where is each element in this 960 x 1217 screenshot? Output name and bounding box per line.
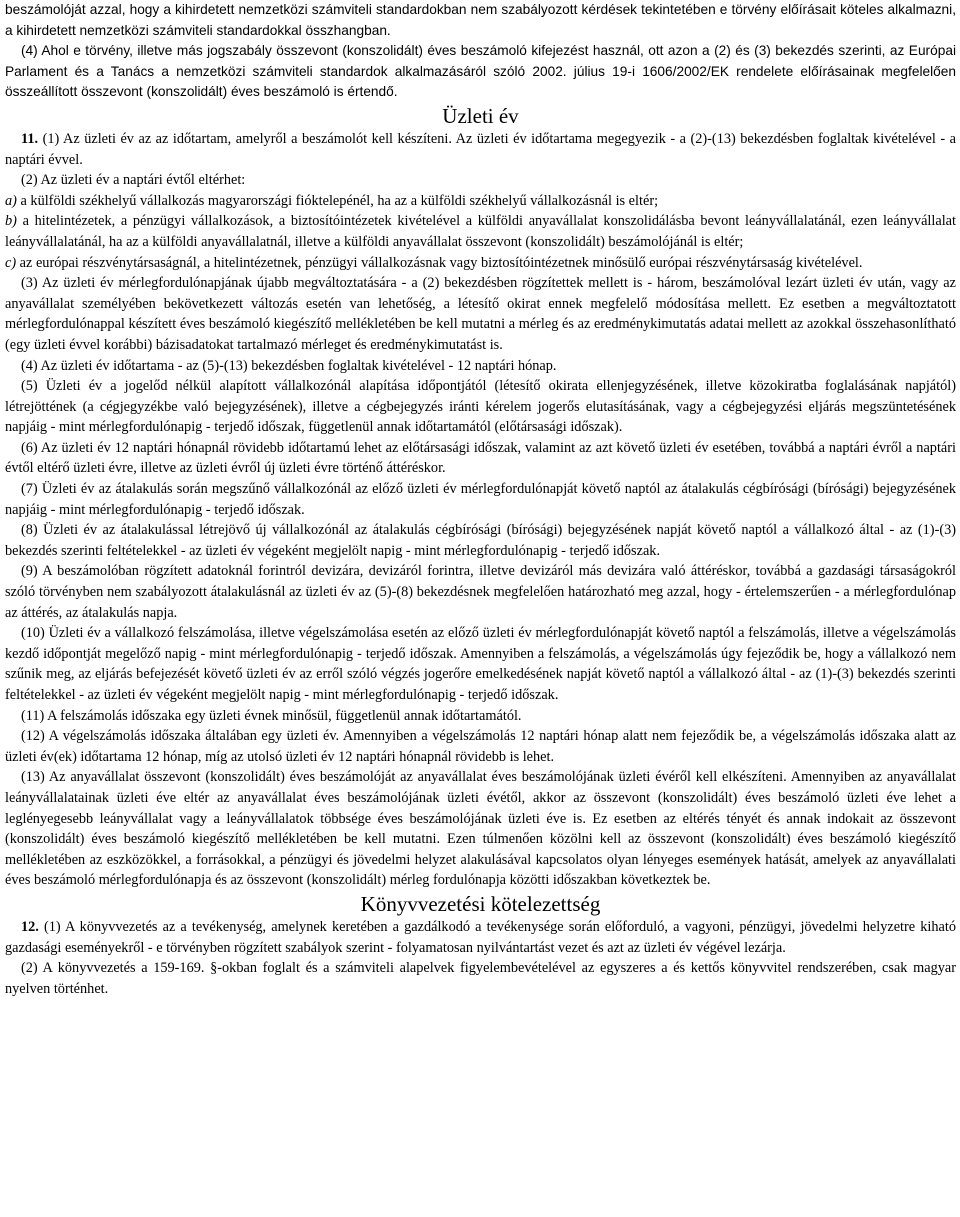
paragraph-text: (1) Az üzleti év az az időtartam, amelyről a beszámolót kell készíteni. Az üzleti év időtartama megegyezik - a (2)-(13) bekezdésben foglaltak kivételével - a naptári évvel. bbox=[5, 130, 956, 168]
section-11-paragraph-4: (4) Az üzleti év időtartama - az (5)-(13) bekezdésben foglaltak kivételével - 12 naptári hónap. bbox=[21, 357, 557, 374]
list-text: az európai részvénytársaságnál, a hitelintézetnek, pénzügyi vállalkozásnak vagy biztosítóintézetnek minősülő európai részvénytársaság kivételével. bbox=[16, 254, 863, 271]
section-11-paragraph-8: (8) Üzleti év az átalakulással létrejövő új vállalkozónál az átalakulás cégbírósági (bírósági) bejegyzésének napját követő naptól a vállalkozó által - az (1)-(3) bekezdés szerinti feltételekkel - az üzleti év végeként megjelölt napig - mint mérlegfordulónapig - terjedő időszak. bbox=[5, 522, 956, 559]
section-12-paragraph-2: (2) A könyvvezetés a 159-169. §-okban foglalt és a számviteli alapelvek figyelembevételével az egyszeres a és kettős könyvvitel rendszerében, csak magyar nyelven történhet. bbox=[5, 960, 956, 997]
section-11-paragraph-5: (5) Üzleti év a jogelőd nélkül alapított vállalkozónál alapítása időpontjától (létesítő okirata ellenjegyzésének, illetve közokiratba foglalásának napjától) létrejöttének (a cégjegyzékbe való bejegyzésének), illetve a cégbejegyzés iránti kérelem jogerős elutasításának, vagy a cégbejegyzési eljárás megszüntetésének napjáig - mint mérlegfordulónapig - terjedő időszak, függetlenül annak időtartamától (előtársasági időszak). bbox=[5, 378, 956, 436]
intro-paragraph: beszámolóját azzal, hogy a kihirdetett nemzetközi számviteli standardokban nem szabályozott kérdések tekintetében e törvény előírásait köteles alkalmazni, a kihirdetett nemzetközi számviteli standardokkal összhangban. bbox=[5, 2, 956, 38]
section-11-paragraph-1 bbox=[5, 129, 956, 170]
section-11-paragraph-9: (9) A beszámolóban rögzített adatoknál forintról devizára, devizáról forintra, illetve devizáról más devizára való áttéréskor, továbbá a gazdasági társaságokról szóló törvényben nem szabályozott átalakulásnál az üzleti év az (5)-(8) bekezdésnek megfelelően határozható meg azzal, hogy - értelemszerűen - a mérlegfordulónap az áttérés, az átalakulás napja. bbox=[5, 563, 956, 621]
list-item-c bbox=[5, 253, 956, 274]
section-11-paragraph-10: (10) Üzleti év a vállalkozó felszámolása, illetve végelszámolása esetén az előző üzleti év mérlegfordulónapját követő naptól a felszámolás, illetve a végelszámolás kezdő időpontját megelőző napig - mint mérlegfordulónapig - terjedő időszak. Amennyiben a felszámolás, a végelszámolás úgy fejeződik be, hogy a vállalkozó nem szűnik meg, az eljárás befejezését követő üzleti év az erről szóló végzés jogerőre emelkedésének napját követő naptól a vállalkozó által - az (1)-(3) bekezdés szerinti feltételekkel - az üzleti év végeként megjelölt napig - mint mérlegfordulónapig - terjedő időszak. bbox=[5, 625, 956, 703]
section-11-paragraph-3: (3) Az üzleti év mérlegfordulónapjának újabb megváltoztatására - a (2) bekezdésben rögzítettek mellett is - három, beszámolóval lezárt üzleti év után, vagy az anyavállalat személyében bekövetkezett változás esetén van lehetőség, a létesítő okirat ennek megfelelő módosítása mellett. Ez esetben a megváltoztatott mérlegfordulónappal készített éves beszámoló kiegészítő mellékletében be kell mutatni a mérleg és az eredménykimutatás adatai mellett az azokkal összehasonlítható (egy üzleti évvel korábbi) bázisadatokat tartalmazó mérleget és eredménykimutatást is. bbox=[5, 275, 956, 353]
list-text: a külföldi székhelyű vállalkozás magyarországi fióktelepénél, ha az a külföldi székhelyű vállalkozásnál is eltér; bbox=[16, 192, 659, 209]
list-label: a) bbox=[5, 192, 17, 209]
section-11-paragraph-2: (2) Az üzleti év a naptári évtől eltérhet: bbox=[21, 172, 246, 189]
section-11-paragraph-11: (11) A felszámolás időszaka egy üzleti évnek minősül, függetlenül annak időtartamától. bbox=[21, 707, 522, 724]
paragraph-text: (1) A könyvvezetés az a tevékenység, amelynek keretében a gazdálkodó a tevékenysége során előforduló, a vagyoni, pénzügyi, jövedelmi helyzetre kiható gazdasági eseményekről - e törvényben rögzített szabályok szerint - folyamatosan nyilvántartást vezet és azt az üzleti év végével lezárja. bbox=[5, 918, 956, 956]
section-12-paragraph-1 bbox=[5, 917, 956, 958]
section-number: 12. bbox=[21, 918, 39, 935]
list-item-b bbox=[5, 211, 956, 252]
section-heading-konyvvezetesi-kotelezettseg: Könyvvezetési kötelezettség bbox=[360, 891, 601, 916]
list-item-a bbox=[5, 191, 956, 212]
section-11-paragraph-12: (12) A végelszámolás időszaka általában egy üzleti év. Amennyiben a végelszámolás 12 naptári hónap alatt nem fejeződik be, a végelszámolás időszaka alatt az üzleti év(ek) időtartama 12 hónap, míg az utolsó üzleti év 12 naptári hónapnál rövidebb is lehet. bbox=[5, 728, 956, 765]
intro-paragraph-4: (4) Ahol e törvény, illetve más jogszabály összevont (konszolidált) éves beszámoló kifejezést használ, ott azon a (2) és (3) bekezdés szerinti, az Európai Parlament és a Tanács a nemzetközi számviteli standardok alkalmazásáról szóló 2002. július 19-i 1606/2002/EK rendelete előírásainak megfelelően összeállított összevont (konszolidált) éves beszámoló is értendő. bbox=[5, 43, 956, 100]
section-heading-uzleti-ev: Üzleti év bbox=[442, 103, 519, 128]
section-11-paragraph-6: (6) Az üzleti év 12 naptári hónapnál rövidebb időtartamú lehet az előtársasági időszak, valamint az azt követő üzleti év esetében, továbbá a naptári évről a naptári évtől eltérő üzleti évre, illetve az üzleti évről új üzleti évre történő áttéréskor. bbox=[5, 439, 956, 477]
list-label: c) bbox=[5, 254, 17, 271]
section-11-paragraph-13: (13) Az anyavállalat összevont (konszolidált) éves beszámolóját az anyavállalat éves beszámolójának üzleti évéről kell elkészíteni. Amennyiben az anyavállalat leányvállalatainak üzleti éve eltér az anyavállalat éves beszámolójának üzleti évétől, akkor az összevont (konszolidált) éves beszámoló üzleti éve lehet a leglényegesebb leányvállalat vagy a leányvállalatok többsége éves beszámolójának üzleti éve is. Ez esetben az eltérés tényét és annak indokait az összevont (konszolidált) éves beszámoló kiegészítő mellékletében be kell mutatni. Ezen túlmenően közölni kell az összevont (konszolidált) éves beszámoló kiegészítő mellékletében az eszközökkel, a forrásokkal, a pénzügyi és jövedelmi helyzet alakulásával kapcsolatos olyan lényeges események hatását, amelyek az anyavállalati éves beszámoló mérlegfordulónapja és az összevont (konszolidált) mérleg fordulónapja közötti időszakban következtek be. bbox=[5, 769, 956, 889]
section-11-paragraph-7: (7) Üzleti év az átalakulás során megszűnő vállalkozónál az előző üzleti év mérlegfordulónapját követő naptól az átalakulás cégbírósági (bírósági) bejegyzésének napjáig - mint mérlegfordulónapig - terjedő időszak. bbox=[5, 481, 956, 518]
section-number: 11. bbox=[21, 130, 39, 147]
list-text: a hitelintézetek, a pénzügyi vállalkozások, a biztosítóintézetek kivételével a külföldi anyavállalat konszolidálásba bevont leányvállalatánál, ezen leányvállalat leányvállalatánál, ha az a külföldi anyavállalatnál, illetve a külföldi anyavállalat összevont (konszolidált) beszámolójánál is eltér; bbox=[5, 213, 956, 250]
list-label: b) bbox=[5, 213, 17, 230]
